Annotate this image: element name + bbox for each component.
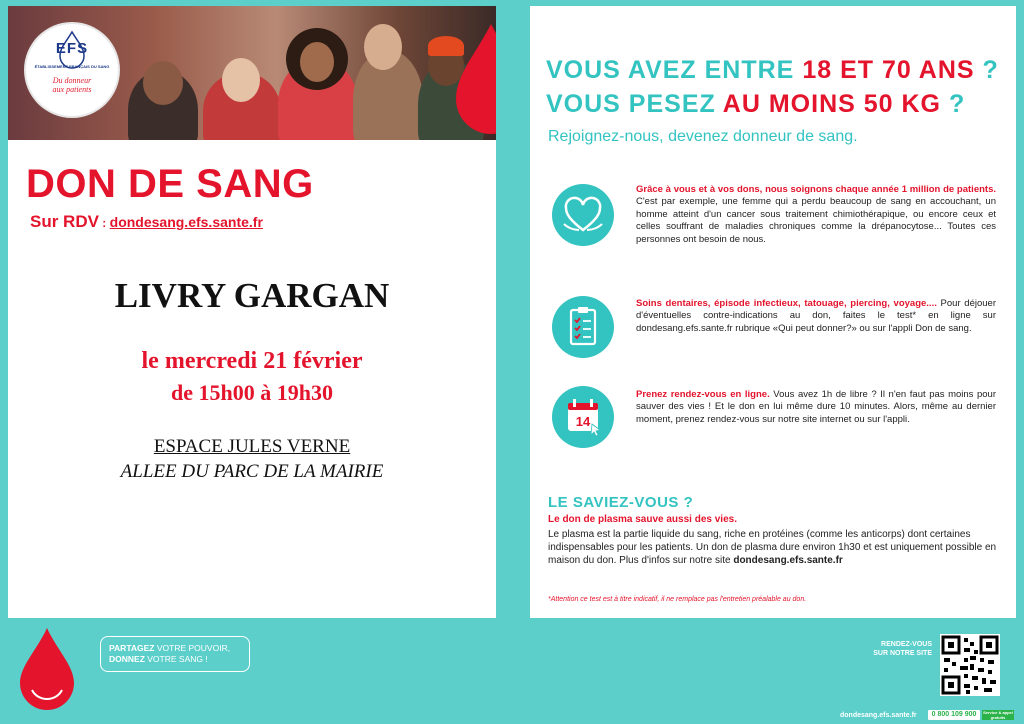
did-you-know-lead: Le don de plasma sauve aussi des vies. [548,514,737,525]
share-slogan: PARTAGEZ VOTRE POUVOIR, DONNEZ VOTRE SANG ! [109,643,231,664]
did-you-know-title: LE SAVIEZ-VOUS ? [548,494,694,511]
efs-logo [26,24,118,116]
donors-photo [8,6,496,140]
rdv-label: Sur RDV [30,212,99,231]
event-address: ALLEE DU PARC DE LA MAIRIE [120,461,384,482]
info-block-text: Soins dentaires, épisode infectieux, tatouage, piercing, voyage.... Pour déjouer d'éventuelles contre-indications au don, faites le test* en ligne sur dondesang.efs.sante.fr rubrique «Qui peut donner?» ou sur l'appli Don de sang. [636,298,996,334]
svg-text:14: 14 [575,414,591,429]
calendar-14-icon [552,386,614,448]
did-you-know-link[interactable]: dondesang.efs.sante.fr [733,555,843,566]
hands-heart-icon [552,184,614,246]
footer-site-url[interactable]: dondesang.efs.sante.fr [840,712,917,719]
headline-weight: VOUS PESEZ AU MOINS 50 KG ? [546,90,966,118]
qr-code[interactable] [940,634,1000,696]
event-poster-panel [8,6,496,618]
appointment-line: Sur RDV : dondesang.efs.sante.fr [30,212,263,231]
rdv-link[interactable]: dondesang.efs.sante.fr [109,214,263,230]
rdv-site-label: RENDEZ-VOUS SUR NOTRE SITE [873,641,932,657]
event-date: le mercredi 21 février [141,348,363,374]
red-drop-decoration-icon [456,24,496,134]
poster-title: DON DE SANG [26,162,314,206]
efs-logo-slogan: Du donneur aux patients [52,76,92,94]
efs-logo-subtitle: ÉTABLISSEMENT FRANÇAIS DU SANG [34,64,110,69]
efs-logo-text: EFS [55,40,89,57]
info-panel [530,6,1016,618]
subheadline: Rejoignez-nous, devenez donneur de sang. [548,128,858,145]
info-block-text: Grâce à vous et à vos dons, nous soignons chaque année 1 million de patients. C'est par exemple, une femme qui a perdu beaucoup de sang en accouchant, un homme atteint d'un cancer sous traitement chimiothérapique, ou encore ceux et celles souffrant de maladies chroniques comme la drépanocytose... Toutes ces personnes ont besoin de nous. [636,184,996,245]
event-venue: ESPACE JULES VERNE [153,436,351,457]
blood-drop-icon [18,628,76,710]
headline-age: VOUS AVEZ ENTRE 18 ET 70 ANS ? [546,56,999,84]
share-slogan-box [100,636,250,672]
footnote: *Attention ce test est à titre indicatif, il ne remplace pas l'entretien préalable au don. [548,596,807,603]
info-block-text: Prenez rendez-vous en ligne. Vous avez 1h de libre ? Il n'en faut pas moins pour sauver des vies ! Et le don en lui même dure 10 minutes. Alors, même au dernier moment, prenez rendez-vous sur notre site internet ou sur l'appli. [636,389,996,425]
free-phone-tag: Service & appel gratuits [983,710,1013,720]
free-phone-number: 0 800 109 900 [928,710,980,720]
clipboard-checklist-icon [552,296,614,358]
did-you-know-text: Le plasma est la partie liquide du sang, riche en protéines (comme les anticorps) dont certaines indispensables pour les patients. Un don de plasma dure environ 1h30 et est uniquement possible en maison du don. Plus d'infos sur notre site dondesang.efs.sante.fr [548,529,997,566]
event-city: LIVRY GARGAN [114,276,390,315]
event-time: de 15h00 à 19h30 [171,380,333,405]
